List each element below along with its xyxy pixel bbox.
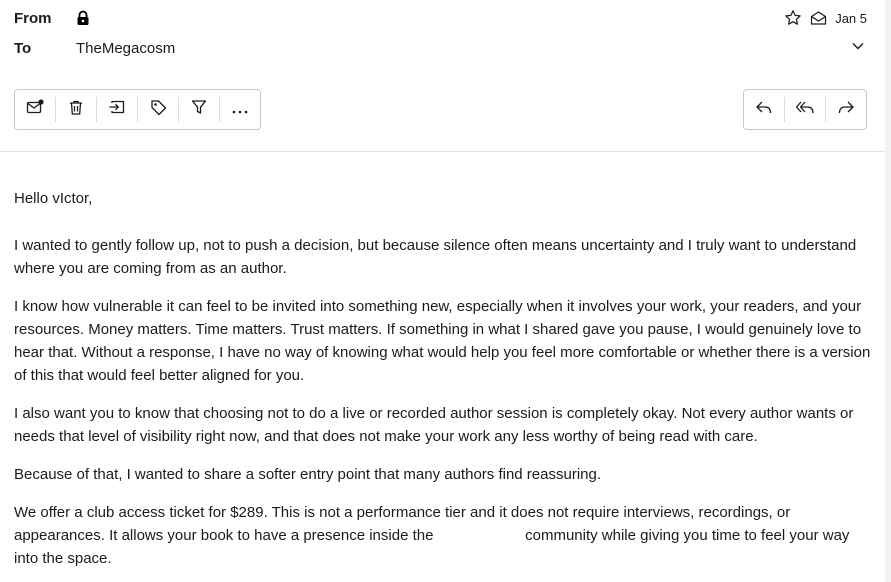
body-paragraph: I wanted to gently follow up, not to push a decision, but because silence often means uncertainty and I truly want to understand where you are coming from as an author. <box>14 237 857 277</box>
envelope-open-icon <box>810 10 827 26</box>
body-paragraph: Because of that, I wanted to share a softer entry point that many authors find reassuring. <box>14 466 601 483</box>
message-body <box>14 187 874 582</box>
move-icon <box>108 99 126 120</box>
header-divider <box>0 151 885 152</box>
from-label: From <box>14 9 52 27</box>
filter-icon <box>191 99 207 120</box>
move-button[interactable] <box>97 90 137 129</box>
body-paragraph: I also want you to know that choosing not to do a live or recorded author session is completely okay. Not every author wants or needs that level of visibility right now, and that does not make your work any less worthy of being read with care. <box>14 405 854 445</box>
mark-unread-icon <box>26 99 44 120</box>
more-options-button[interactable] <box>220 90 260 129</box>
reply-all-button[interactable] <box>785 90 825 129</box>
reply-toolbar <box>743 89 867 130</box>
trash-icon <box>68 99 84 121</box>
scrollbar[interactable] <box>885 0 891 582</box>
reply-button[interactable] <box>744 90 784 129</box>
message-date: Jan 5 <box>835 10 867 26</box>
message-toolbar <box>14 89 261 130</box>
filter-button[interactable] <box>179 90 219 129</box>
reply-icon <box>755 99 773 120</box>
body-paragraph: I know how vulnerable it can feel to be invited into something new, especially when it involves your work, your readers, and your resources. Money matters. Time matters. Trust matters. If something in what I shared gave you pause, I would genuinely love to hear that. Without a response, I have no way of knowing what would help you feel more comfortable or whether there is a version of this that would feel better aligned for you. <box>14 298 871 384</box>
greeting: Hello vIctor, <box>14 190 93 207</box>
star-icon[interactable] <box>784 9 802 27</box>
to-label: To <box>14 39 32 57</box>
forward-button[interactable] <box>826 90 866 129</box>
chevron-down-icon[interactable] <box>851 39 865 58</box>
recipient-name[interactable]: TheMegacosm <box>76 39 176 57</box>
forward-icon <box>837 99 855 120</box>
tag-button[interactable] <box>138 90 178 129</box>
from-row <box>14 7 867 29</box>
delete-button[interactable] <box>56 90 96 129</box>
body-paragraph: We offer a club access ticket for $289. This is not a performance tier and it does not require interviews, recordings, or appearances. It allows your book to have a presence inside the community while giving you time to feel your way into the space. <box>14 504 854 567</box>
tag-icon <box>150 99 167 121</box>
reply-all-icon <box>795 99 815 120</box>
to-row <box>14 37 867 59</box>
lock-icon <box>76 10 90 26</box>
more-icon <box>232 101 248 119</box>
message-meta <box>784 7 867 29</box>
mark-unread-button[interactable] <box>15 90 55 129</box>
